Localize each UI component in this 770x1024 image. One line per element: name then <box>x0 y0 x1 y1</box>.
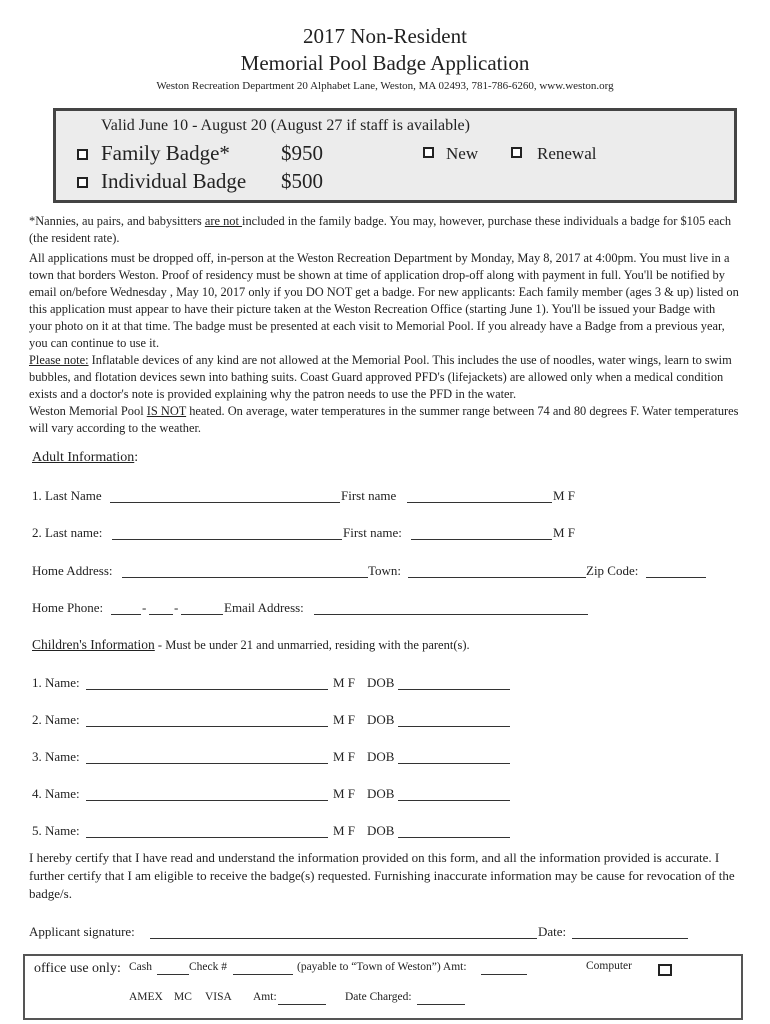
renewal-checkbox[interactable] <box>511 147 522 158</box>
signature-field[interactable] <box>150 938 537 939</box>
check-label: Check # <box>189 961 228 973</box>
adult-info-heading: Adult Information: <box>32 450 139 465</box>
office-use-box <box>23 954 743 1020</box>
zip-code-field[interactable] <box>646 577 706 578</box>
individual-badge-price: $500 <box>281 169 323 193</box>
child-gender[interactable]: M F <box>333 786 356 801</box>
child-dob-label: DOB <box>367 749 395 764</box>
department-address: Weston Recreation Department 20 Alphabet Lane, Weston, MA 02493, 781-786-6260, www.weston.org <box>156 80 614 92</box>
child-name-label: 3. Name: <box>32 749 80 764</box>
child-name-field[interactable] <box>86 689 328 690</box>
adult-2-gender[interactable]: M F <box>553 525 576 540</box>
home-address-field[interactable] <box>122 577 368 578</box>
town-label: Town: <box>368 563 402 578</box>
signature-label: Applicant signature: <box>29 924 135 939</box>
check-number-field[interactable] <box>233 974 293 975</box>
computer-label: Computer <box>586 960 632 972</box>
payable-label: (payable to “Town of Weston”) Amt: <box>297 961 467 973</box>
individual-badge-label: Individual Badge <box>101 169 247 193</box>
email-field[interactable] <box>314 614 588 615</box>
children-info-heading: Children's Information - Must be under 21 and unmarried, residing with the parent(s). <box>32 637 470 652</box>
child-name-label: 5. Name: <box>32 823 80 838</box>
family-badge-label: Family Badge* <box>101 141 230 165</box>
phone-separator-1: - <box>142 600 147 615</box>
child-dob-label: DOB <box>367 712 395 727</box>
new-label: New <box>446 144 479 163</box>
child-name-label: 1. Name: <box>32 675 80 690</box>
adult-1-first-name-field[interactable] <box>407 502 552 503</box>
child-name-field[interactable] <box>86 763 328 764</box>
new-checkbox[interactable] <box>423 147 434 158</box>
child-dob-field[interactable] <box>398 837 510 838</box>
adult-1-first-name-label: First name <box>341 488 397 503</box>
child-name-field[interactable] <box>86 837 328 838</box>
child-dob-label: DOB <box>367 823 395 838</box>
adult-2-first-name-field[interactable] <box>411 539 552 540</box>
certification-text: I hereby certify that I have read and understand the information provided on this form, and all the information provided is accurate. I further certify that I am eligible to receive the badge(s) requested. Furnishing inaccurate information may be cause for revocation of the badge/s. <box>29 850 735 901</box>
is-not-emphasis: IS NOT <box>146 404 187 418</box>
home-phone-label: Home Phone: <box>32 600 104 615</box>
computer-checkbox[interactable] <box>658 964 672 976</box>
amex-label: AMEX <box>129 991 163 1003</box>
dropoff-instructions: All applications must be dropped off, in-person at the Weston Recreation Department by Monday, May 8, 2017 at 4:00pm. You must live in a town that borders Weston. Proof of residency must be shown at time of application drop-off along with payment in full. You'll be notified by email on/before Wednesday , May 10, 2017 only if you DO NOT get a badge. For new applicants: Each family member (ages 3 & up) listed on this application must appear to have their picture taken at the Weston Recreation Office (starting June 1). You'll be issued your Badge with your photo on it at that time. The badge must be presented at each visit to Memorial Pool. If you already have a Badge from a previous year, you can continue to use it. <box>29 251 739 350</box>
pricing-box <box>53 108 737 203</box>
child-gender[interactable]: M F <box>333 823 356 838</box>
phone-area-field[interactable] <box>111 614 141 615</box>
zip-code-label: Zip Code: <box>586 563 639 578</box>
child-name-field[interactable] <box>86 726 328 727</box>
cash-field[interactable] <box>157 974 189 975</box>
child-dob-field[interactable] <box>398 800 510 801</box>
adult-1-last-name-field[interactable] <box>110 502 340 503</box>
child-gender[interactable]: M F <box>333 675 356 690</box>
signature-date-label: Date: <box>538 924 567 939</box>
adult-2-first-name-label: First name: <box>343 525 402 540</box>
home-address-label: Home Address: <box>32 563 113 578</box>
valid-dates: Valid June 10 - August 20 (August 27 if staff is available) <box>101 117 470 134</box>
phone-line-field[interactable] <box>181 614 223 615</box>
visa-label: VISA <box>205 991 232 1003</box>
child-gender[interactable]: M F <box>333 749 356 764</box>
date-charged-field[interactable] <box>417 1004 465 1005</box>
phone-separator-2: - <box>174 600 179 615</box>
child-dob-label: DOB <box>367 786 395 801</box>
child-name-field[interactable] <box>86 800 328 801</box>
phone-prefix-field[interactable] <box>149 614 173 615</box>
card-amount-field[interactable] <box>278 1004 326 1005</box>
pool-heat-note: Weston Memorial Pool IS NOT heated. On average, water temperatures in the summer range between 74 and 80 degrees F. Water temperatures will vary according to the weather. <box>29 404 739 435</box>
mc-label: MC <box>174 991 192 1003</box>
renewal-label: Renewal <box>537 144 597 163</box>
date-charged-label: Date Charged: <box>345 991 412 1003</box>
child-dob-field[interactable] <box>398 689 510 690</box>
check-amount-field[interactable] <box>481 974 527 975</box>
child-dob-field[interactable] <box>398 763 510 764</box>
office-use-label: office use only: <box>34 961 121 976</box>
please-note: Please note: Inflatable devices of any kind are not allowed at the Memorial Pool. This includes the use of noodles, water wings, learn to swim bubbles, and flotation devices sewn into bathing suits. Coast Guard approved PFD's (lifejackets) are allowed only when a medical condition exists and a doctor's note is provided explaining why the patron needs to use the PFD in the water. <box>29 353 732 401</box>
nannies-note: *Nannies, au pairs, and babysitters are not included in the family badge. You may, however, purchase these individuals a badge for $105 each (the resident rate). <box>29 214 732 245</box>
individual-badge-checkbox[interactable] <box>77 177 88 188</box>
child-gender[interactable]: M F <box>333 712 356 727</box>
adult-1-last-name-label: 1. Last Name <box>32 488 102 503</box>
card-amount-label: Amt: <box>253 991 277 1003</box>
adult-2-last-name-field[interactable] <box>112 539 342 540</box>
child-name-label: 2. Name: <box>32 712 80 727</box>
adult-1-gender[interactable]: M F <box>553 488 576 503</box>
cash-label: Cash <box>129 961 152 973</box>
children-info-note: - Must be under 21 and unmarried, residing with the parent(s). <box>154 638 470 652</box>
child-dob-label: DOB <box>367 675 395 690</box>
family-badge-price: $950 <box>281 141 323 165</box>
town-field[interactable] <box>408 577 586 578</box>
email-label: Email Address: <box>224 600 304 615</box>
adult-2-last-name-label: 2. Last name: <box>32 525 103 540</box>
signature-date-field[interactable] <box>572 938 688 939</box>
form-title-line2: Memorial Pool Badge Application <box>240 51 530 75</box>
child-name-label: 4. Name: <box>32 786 80 801</box>
please-note-label: Please note: <box>29 353 89 367</box>
child-dob-field[interactable] <box>398 726 510 727</box>
are-not-emphasis: are not <box>204 214 242 228</box>
form-title-line1: 2017 Non-Resident <box>303 24 467 48</box>
family-badge-checkbox[interactable] <box>77 149 88 160</box>
